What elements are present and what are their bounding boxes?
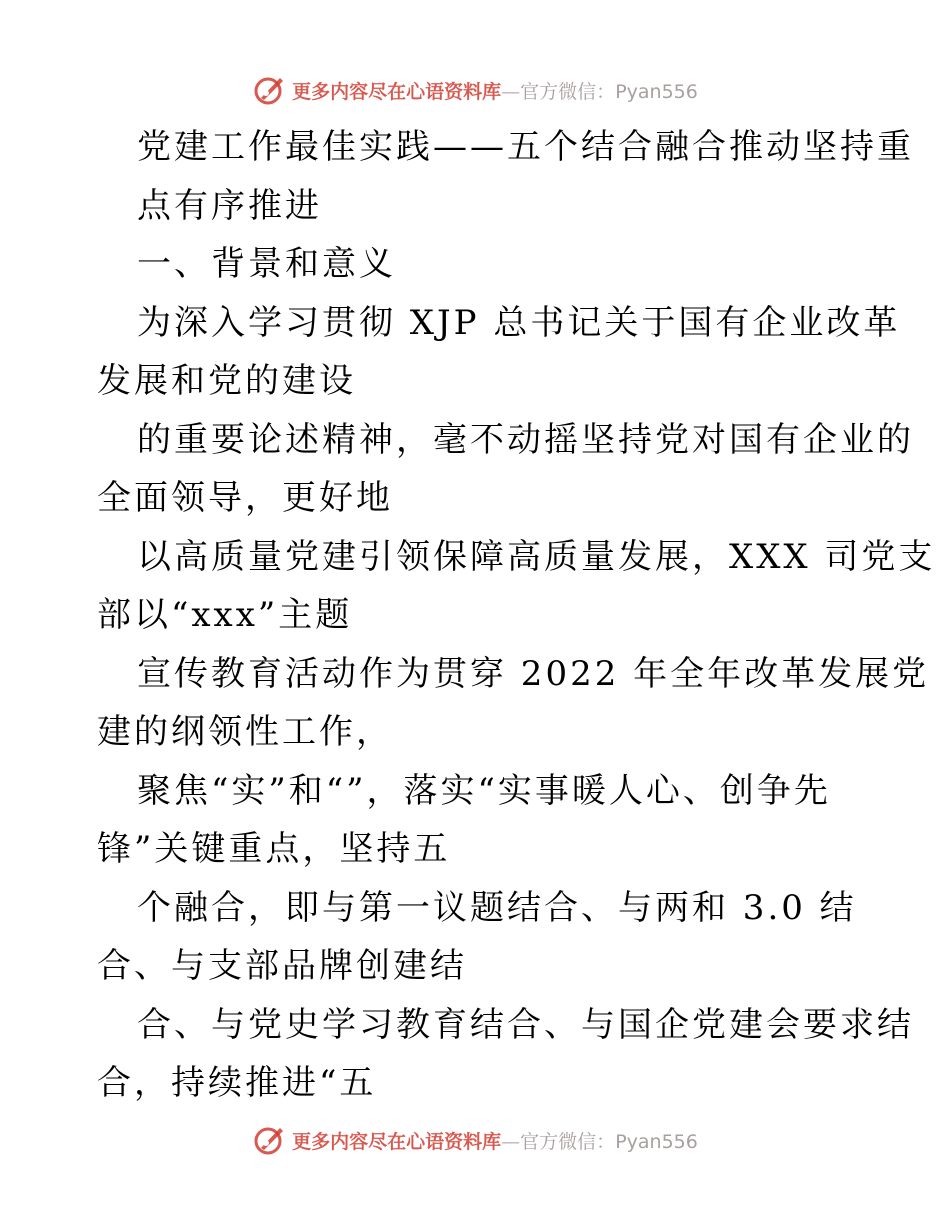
banner-text (292, 77, 698, 104)
text-line: 建的纲领性工作， (97, 712, 393, 752)
banner-wechat-label: 官方微信： (520, 80, 616, 103)
brush-pen-logo-icon (252, 72, 288, 108)
document-body (97, 118, 936, 1113)
text-line: 全面领导，更好地 (97, 478, 393, 518)
text-line: 以高质量党建引领保障高质量发展，XXX 司党支 (137, 536, 936, 577)
banner-dash: — (501, 80, 521, 103)
header-watermark-banner (0, 70, 950, 110)
text-line: 党建工作最佳实践——五个结合融合推动坚持重 (137, 127, 914, 167)
brush-pen-logo-icon (252, 1122, 288, 1158)
text-line: 合、与党史学习教育结合、与国企党建会要求结 (137, 1004, 914, 1045)
text-line: 合，持续推进“五 (97, 1063, 377, 1103)
text-line: 部以“xxx”主题 (97, 595, 353, 635)
text-line: 点有序推进 (137, 185, 322, 226)
banner-wechat-id: Pyan556 (615, 80, 698, 103)
text-line: 一、背景和意义 (137, 244, 396, 284)
text-line: 聚焦“实”和“”，落实“实事暖人心、创争先 (137, 770, 831, 811)
text-line: 宣传教育活动作为贯穿 2022 年全年改革发展党 (137, 653, 930, 694)
text-line: 合、与支部品牌创建结 (97, 946, 467, 986)
text-line: 发展和党的建设 (97, 361, 356, 401)
text-line: 为深入学习贯彻 XJP 总书记关于国有企业改革 (137, 302, 901, 343)
banner-brand: 更多内容尽在心语资料库 (292, 1130, 502, 1153)
text-line: 的重要论述精神，毫不动摇坚持党对国有企业的 (137, 419, 914, 460)
banner-wechat-id: Pyan556 (615, 1130, 698, 1153)
text-line: 锋”关键重点，坚持五 (97, 829, 451, 869)
footer-watermark-banner (0, 1120, 950, 1160)
banner-dash: — (501, 1130, 521, 1153)
text-line: 个融合，即与第一议题结合、与两和 3.0 结 (137, 887, 857, 928)
banner-brand: 更多内容尽在心语资料库 (292, 80, 502, 103)
banner-text (292, 1127, 698, 1154)
banner-wechat-label: 官方微信： (520, 1130, 616, 1153)
